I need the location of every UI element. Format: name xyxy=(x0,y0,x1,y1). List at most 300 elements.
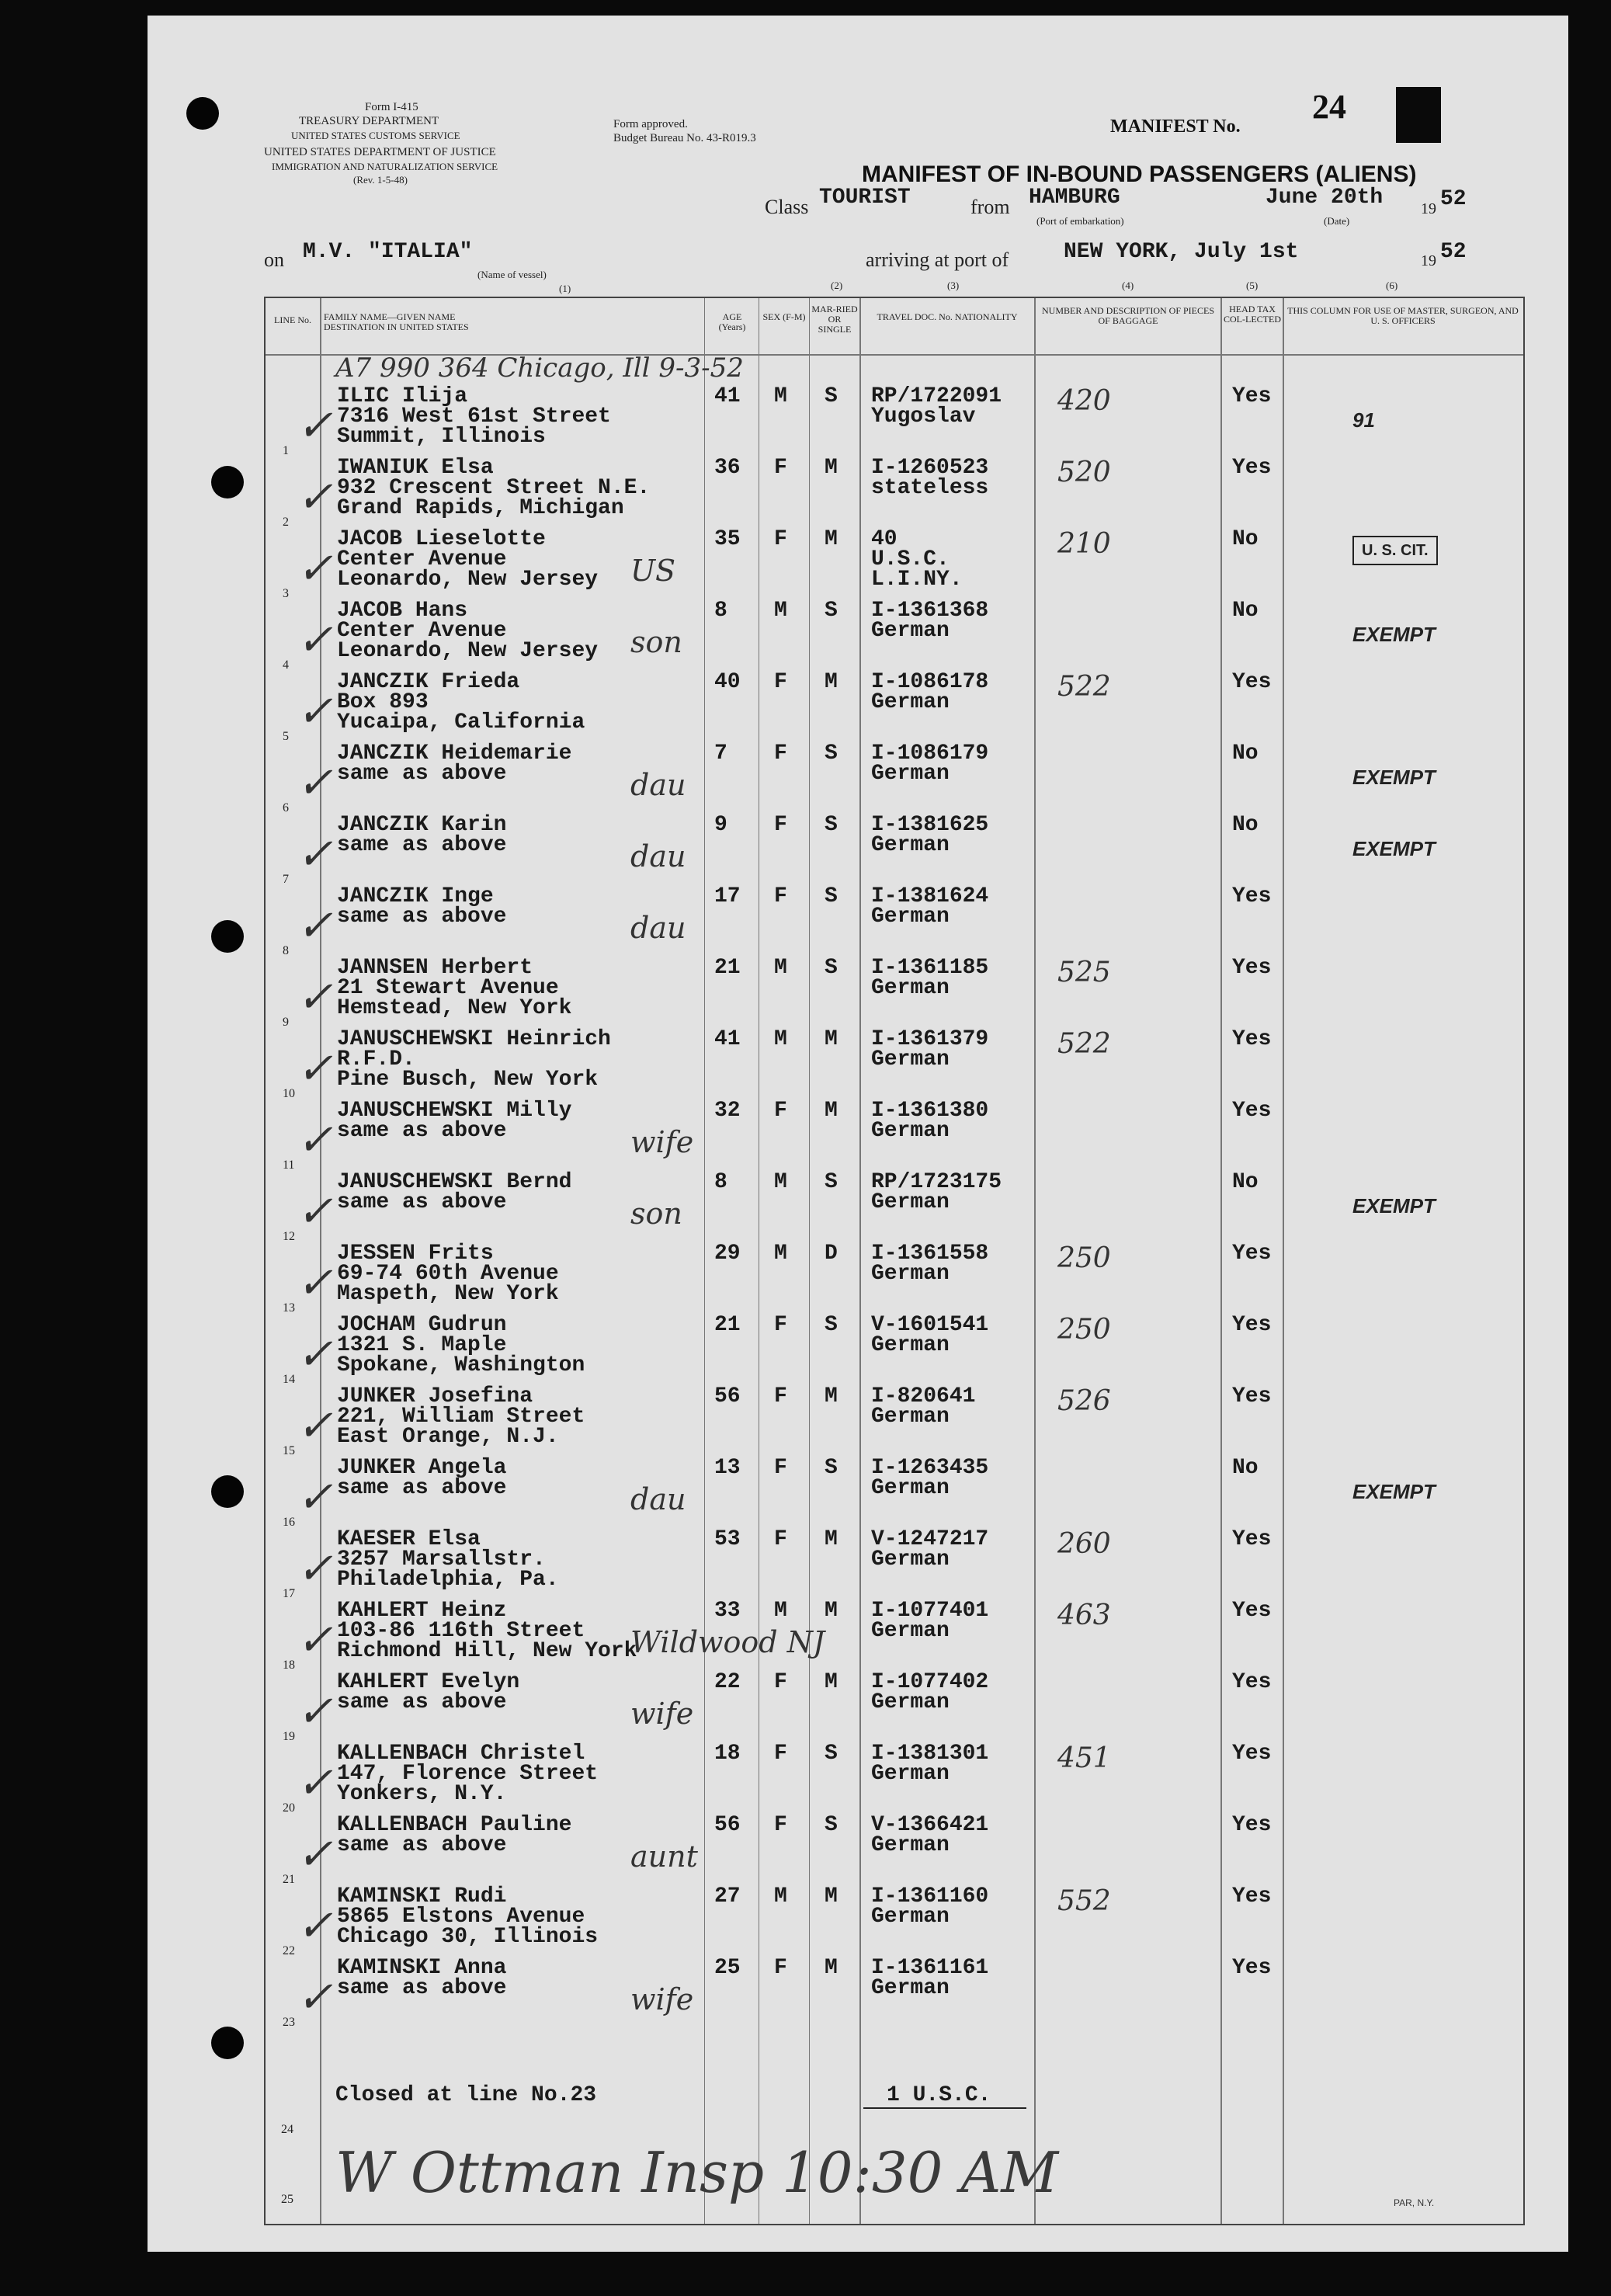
passenger-name: JANCZIK Inge xyxy=(337,884,494,908)
age: 36 xyxy=(714,456,741,480)
baggage-count: 210 xyxy=(1057,528,1111,560)
check-mark-icon: ✓ xyxy=(297,1401,333,1451)
sex: F xyxy=(774,456,787,480)
sex: F xyxy=(774,884,787,908)
port-embark-caption: (Port of embarkation) xyxy=(1036,215,1124,227)
travel-doc: I-1260523 xyxy=(871,456,989,480)
head-tax: Yes xyxy=(1232,1027,1272,1051)
travel-doc: I-1361379 xyxy=(871,1027,989,1051)
closed-at-line: Closed at line No.23 xyxy=(335,2083,597,2107)
check-mark-icon: ✓ xyxy=(297,615,333,665)
line-24: 24 xyxy=(281,2123,293,2136)
address-line-1: 21 Stewart Avenue xyxy=(337,976,559,1000)
baggage-count: 260 xyxy=(1057,1528,1111,1560)
address-line-1: same as above xyxy=(337,1976,507,2000)
address-line-1: same as above xyxy=(337,762,507,786)
marital-status: S xyxy=(825,813,838,837)
class-value: TOURIST xyxy=(819,186,911,210)
punch-hole xyxy=(186,97,219,130)
nationality: German xyxy=(871,1405,950,1429)
address-line-1: same as above xyxy=(337,1833,507,1857)
sex: M xyxy=(774,1170,787,1194)
col-num-5: (5) xyxy=(1246,280,1259,291)
punch-hole xyxy=(211,1475,244,1508)
header-line: LINE No. xyxy=(274,314,311,325)
travel-doc: I-1361558 xyxy=(871,1242,989,1266)
head-tax: Yes xyxy=(1232,884,1272,908)
travel-doc: V-1247217 xyxy=(871,1527,989,1551)
marital-status: S xyxy=(825,599,838,623)
nationality: German xyxy=(871,1333,950,1357)
age: 22 xyxy=(714,1670,741,1694)
nationality: U.S.C. xyxy=(871,547,950,571)
age: 56 xyxy=(714,1384,741,1409)
age: 40 xyxy=(714,670,741,694)
sex: M xyxy=(774,384,787,408)
year-prefix: 19 xyxy=(1421,200,1436,217)
address-line-1: same as above xyxy=(337,1690,507,1714)
travel-doc: I-820641 xyxy=(871,1384,976,1409)
sex: F xyxy=(774,670,787,694)
nationality: German xyxy=(871,1190,950,1214)
passenger-name: JOCHAM Gudrun xyxy=(337,1313,507,1337)
head-tax: Yes xyxy=(1232,1813,1272,1837)
nationality: German xyxy=(871,905,950,929)
passenger-name: JANNSEN Herbert xyxy=(337,956,533,980)
from-label: from xyxy=(970,196,1010,218)
marital-status: M xyxy=(825,1884,838,1909)
head-tax: No xyxy=(1232,1456,1259,1480)
table-row xyxy=(266,814,1611,885)
col-num-3: (3) xyxy=(947,280,960,291)
table-row xyxy=(266,671,1611,742)
relation-note: dau xyxy=(630,911,686,945)
head-tax: Yes xyxy=(1232,1313,1272,1337)
baggage-count: 522 xyxy=(1057,671,1111,703)
check-mark-icon: ✓ xyxy=(297,1901,333,1951)
table-row xyxy=(266,1885,1611,1957)
address-line-2: Spokane, Washington xyxy=(337,1353,585,1377)
passenger-name: JANCZIK Karin xyxy=(337,813,507,837)
sex: F xyxy=(774,1813,787,1837)
sex: F xyxy=(774,1456,787,1480)
header-sex: SEX (F-M) xyxy=(762,311,806,322)
travel-doc: RP/1722091 xyxy=(871,384,1002,408)
table-row xyxy=(266,1671,1611,1742)
address-line-1: Center Avenue xyxy=(337,547,507,571)
address-line-1: same as above xyxy=(337,833,507,857)
header-baggage: NUMBER AND DESCRIPTION OF PIECES OF BAGGAGE xyxy=(1041,305,1215,326)
address-line-2: Hemstead, New York xyxy=(337,996,572,1020)
head-tax: Yes xyxy=(1232,1599,1272,1623)
check-mark-icon: ✓ xyxy=(297,686,333,737)
baggage-count: 250 xyxy=(1057,1242,1111,1274)
check-mark-icon: ✓ xyxy=(297,829,333,880)
line-number: 1 xyxy=(283,444,289,457)
line-number: 20 xyxy=(283,1801,295,1815)
head-tax: Yes xyxy=(1232,1670,1272,1694)
sex: F xyxy=(774,1099,787,1123)
from-value: HAMBURG xyxy=(1029,186,1120,210)
form-approved: Form approved. xyxy=(613,118,688,130)
marital-status: S xyxy=(825,384,838,408)
line-number: 5 xyxy=(283,730,289,743)
header-travel: TRAVEL DOC. No. NATIONALITY xyxy=(877,311,1018,322)
address-line-1: 69-74 60th Avenue xyxy=(337,1262,559,1286)
age: 13 xyxy=(714,1456,741,1480)
line-number: 19 xyxy=(283,1730,295,1743)
head-tax: No xyxy=(1232,1170,1259,1194)
age: 35 xyxy=(714,527,741,551)
relation-note: son xyxy=(630,625,682,659)
check-mark-icon: ✓ xyxy=(297,1544,333,1594)
head-tax: Yes xyxy=(1232,1742,1272,1766)
officer-note: EXEMPT xyxy=(1352,1194,1436,1217)
nationality: German xyxy=(871,1047,950,1072)
line-number: 2 xyxy=(283,516,289,529)
travel-doc: I-1361161 xyxy=(871,1956,989,1980)
address-line-2: Summit, Illinois xyxy=(337,425,546,449)
line-number: 8 xyxy=(283,944,289,957)
age: 33 xyxy=(714,1599,741,1623)
manifest-no-label: MANIFEST No. xyxy=(1110,116,1241,137)
nationality: German xyxy=(871,1833,950,1857)
travel-doc: I-1381301 xyxy=(871,1742,989,1766)
treasury-dept: TREASURY DEPARTMENT xyxy=(299,115,439,127)
sex: M xyxy=(774,599,787,623)
marital-status: S xyxy=(825,1456,838,1480)
baggage-count: 522 xyxy=(1057,1028,1111,1060)
address-line-2: Leonardo, New Jersey xyxy=(337,639,599,663)
nationality: German xyxy=(871,1262,950,1286)
address-line-1: 103-86 116th Street xyxy=(337,1619,585,1643)
marital-status: M xyxy=(825,1670,838,1694)
baggage-count: 463 xyxy=(1057,1600,1111,1631)
head-tax: No xyxy=(1232,599,1259,623)
head-tax: Yes xyxy=(1232,1384,1272,1409)
line-number: 23 xyxy=(283,2016,295,2029)
marital-status: S xyxy=(825,884,838,908)
address-line-1: Center Avenue xyxy=(337,619,507,643)
table-row xyxy=(266,1957,1611,2028)
travel-doc: I-1361368 xyxy=(871,599,989,623)
check-mark-icon: ✓ xyxy=(297,1472,333,1523)
handwritten-annotation: A7 990 364 Chicago, Ill 9-3-52 xyxy=(335,353,744,384)
travel-doc: V-1601541 xyxy=(871,1313,989,1337)
address-line-2: Chicago 30, Illinois xyxy=(337,1925,599,1949)
age: 21 xyxy=(714,956,741,980)
vessel-caption: (Name of vessel) xyxy=(477,269,547,280)
marital-status: M xyxy=(825,1527,838,1551)
check-mark-icon: ✓ xyxy=(297,1615,333,1666)
age: 53 xyxy=(714,1527,741,1551)
travel-doc: I-1361160 xyxy=(871,1884,989,1909)
header-married: MAR-RIED OR SINGLE xyxy=(811,304,858,335)
passenger-name: IWANIUK Elsa xyxy=(337,456,494,480)
ins-service: IMMIGRATION AND NATURALIZATION SERVICE xyxy=(272,161,498,172)
address-line-1: 1321 S. Maple xyxy=(337,1333,507,1357)
travel-doc: I-1381625 xyxy=(871,813,989,837)
table-row xyxy=(266,1457,1611,1528)
officer-note: EXEMPT xyxy=(1352,1480,1436,1503)
relation-note: son xyxy=(630,1197,682,1231)
check-mark-icon: ✓ xyxy=(297,1329,333,1380)
header-name: FAMILY NAME—GIVEN NAME DESTINATION IN UNITED STATES xyxy=(324,311,469,332)
table-row xyxy=(266,1171,1611,1242)
age: 56 xyxy=(714,1813,741,1837)
relation-note: wife xyxy=(630,1982,694,2016)
passenger-name: KAMINSKI Anna xyxy=(337,1956,507,1980)
check-mark-icon: ✓ xyxy=(297,1044,333,1094)
age: 9 xyxy=(714,813,727,837)
nationality: Yugoslav xyxy=(871,405,976,429)
travel-doc: V-1366421 xyxy=(871,1813,989,1837)
travel-doc: I-1086178 xyxy=(871,670,989,694)
travel-doc: I-1361185 xyxy=(871,956,989,980)
baggage-count: 420 xyxy=(1057,385,1111,417)
line-number: 11 xyxy=(283,1158,295,1172)
age: 27 xyxy=(714,1884,741,1909)
justice-dept: UNITED STATES DEPARTMENT OF JUSTICE xyxy=(264,146,496,158)
sex: F xyxy=(774,527,787,551)
sex: F xyxy=(774,742,787,766)
baggage-count: 451 xyxy=(1057,1742,1111,1774)
table-row xyxy=(266,1742,1611,1814)
officer-note: EXEMPT xyxy=(1352,623,1436,646)
arrival-year-prefix: 19 xyxy=(1421,252,1436,269)
relation-note: US xyxy=(630,554,676,588)
passenger-name: ILIC Ilija xyxy=(337,384,468,408)
passenger-name: KALLENBACH Christel xyxy=(337,1742,585,1766)
age: 8 xyxy=(714,599,727,623)
marital-status: S xyxy=(825,742,838,766)
address-line-1: Box 893 xyxy=(337,690,429,714)
head-tax: Yes xyxy=(1232,456,1272,480)
age: 25 xyxy=(714,1956,741,1980)
nationality: German xyxy=(871,1905,950,1929)
passenger-name: JANCZIK Heidemarie xyxy=(337,742,572,766)
marital-status: M xyxy=(825,1956,838,1980)
line-number: 21 xyxy=(283,1873,295,1886)
line-25: 25 xyxy=(281,2193,293,2206)
line-number: 9 xyxy=(283,1016,289,1029)
address-line-2: Yucaipa, California xyxy=(337,710,585,735)
sex: M xyxy=(774,1884,787,1909)
table-row xyxy=(266,385,1611,457)
table-row xyxy=(266,885,1611,957)
nationality: German xyxy=(871,1619,950,1643)
age: 41 xyxy=(714,384,741,408)
age: 29 xyxy=(714,1242,741,1266)
line-number: 4 xyxy=(283,658,289,672)
address-line-2: Grand Rapids, Michigan xyxy=(337,496,624,520)
travel-doc: I-1077402 xyxy=(871,1670,989,1694)
nationality: German xyxy=(871,1976,950,2000)
address-line-1: 221, William Street xyxy=(337,1405,585,1429)
sex: M xyxy=(774,956,787,980)
address-line-1: same as above xyxy=(337,1119,507,1143)
arrival-port: NEW YORK, July 1st xyxy=(1064,240,1299,264)
check-mark-icon: ✓ xyxy=(297,401,333,451)
revision: (Rev. 1-5-48) xyxy=(353,174,408,186)
check-mark-icon: ✓ xyxy=(297,472,333,523)
sex: F xyxy=(774,1527,787,1551)
relation-note: dau xyxy=(630,1482,686,1516)
travel-doc: I-1263435 xyxy=(871,1456,989,1480)
sex: M xyxy=(774,1242,787,1266)
punch-hole xyxy=(211,920,244,953)
manifest-table xyxy=(264,297,1525,2225)
officer-note: U. S. CIT. xyxy=(1352,536,1438,565)
table-row xyxy=(266,528,1611,599)
usc-total: 1 U.S.C. xyxy=(887,2083,991,2107)
date-value: June 20th xyxy=(1266,186,1384,210)
line-number: 10 xyxy=(283,1087,295,1100)
nationality: German xyxy=(871,762,950,786)
passenger-name: KAESER Elsa xyxy=(337,1527,481,1551)
passenger-name: JANUSCHEWSKI Heinrich xyxy=(337,1027,611,1051)
sex: F xyxy=(774,1384,787,1409)
head-tax: Yes xyxy=(1232,1527,1272,1551)
address-line-1: same as above xyxy=(337,905,507,929)
sex: F xyxy=(774,1742,787,1766)
class-label: Class xyxy=(765,196,809,218)
head-tax: Yes xyxy=(1232,956,1272,980)
arriving-label: arriving at port of xyxy=(866,248,1009,271)
passenger-name: JUNKER Josefina xyxy=(337,1384,533,1409)
sex: F xyxy=(774,1670,787,1694)
marital-status: S xyxy=(825,956,838,980)
travel-doc: I-1077401 xyxy=(871,1599,989,1623)
address-line-2: Richmond Hill, New York xyxy=(337,1639,637,1663)
line-number: 17 xyxy=(283,1587,295,1600)
sex: F xyxy=(774,1956,787,1980)
address-line-1: 147, Florence Street xyxy=(337,1762,599,1786)
table-row xyxy=(266,742,1611,814)
officer-note: EXEMPT xyxy=(1352,766,1436,789)
line-number: 13 xyxy=(283,1301,295,1315)
year-suffix: 52 xyxy=(1440,187,1467,211)
table-row xyxy=(266,1814,1611,1885)
sex: F xyxy=(774,813,787,837)
passenger-name: JUNKER Angela xyxy=(337,1456,507,1480)
marital-status: M xyxy=(825,1384,838,1409)
relation-note: dau xyxy=(630,768,686,802)
header-age: AGE (Years) xyxy=(718,311,746,332)
relation-note: wife xyxy=(630,1697,694,1731)
travel-doc: RP/1723175 xyxy=(871,1170,1002,1194)
passenger-name: JANUSCHEWSKI Bernd xyxy=(337,1170,572,1194)
passenger-name: KAHLERT Heinz xyxy=(337,1599,507,1623)
check-mark-icon: ✓ xyxy=(297,544,333,594)
relation-note: dau xyxy=(630,839,686,874)
nationality: German xyxy=(871,1119,950,1143)
marital-status: M xyxy=(825,1027,838,1051)
passenger-name: KAHLERT Evelyn xyxy=(337,1670,520,1694)
address-line-2: Philadelphia, Pa. xyxy=(337,1568,559,1592)
marital-status: S xyxy=(825,1170,838,1194)
header-tax: HEAD TAX COL-LECTED xyxy=(1224,304,1281,325)
head-tax: No xyxy=(1232,813,1259,837)
sex: M xyxy=(774,1599,787,1623)
check-mark-icon: ✓ xyxy=(297,1258,333,1308)
check-mark-icon: ✓ xyxy=(297,1972,333,2023)
table-row xyxy=(266,1028,1611,1099)
address-line-2: Yonkers, N.Y. xyxy=(337,1782,507,1806)
marital-status: M xyxy=(825,456,838,480)
line-number: 3 xyxy=(283,587,289,600)
table-row xyxy=(266,1385,1611,1457)
manifest-number: 24 xyxy=(1312,88,1346,126)
head-tax: Yes xyxy=(1232,1956,1272,1980)
table-row xyxy=(266,1242,1611,1314)
table-row xyxy=(266,1528,1611,1600)
table-row xyxy=(266,599,1611,671)
check-mark-icon: ✓ xyxy=(297,1686,333,1737)
nationality: German xyxy=(871,1762,950,1786)
date-caption: (Date) xyxy=(1324,215,1350,227)
line-number: 6 xyxy=(283,801,289,815)
sex: F xyxy=(774,1313,787,1337)
passenger-name: KAMINSKI Rudi xyxy=(337,1884,507,1909)
line-number: 7 xyxy=(283,873,289,886)
address-line-1: R.F.D. xyxy=(337,1047,415,1072)
head-tax: Yes xyxy=(1232,1242,1272,1266)
manifest-title: MANIFEST OF IN-BOUND PASSENGERS (ALIENS) xyxy=(862,162,1417,187)
address-line-1: 3257 Marsallstr. xyxy=(337,1547,546,1572)
sex: M xyxy=(774,1027,787,1051)
passenger-name: JESSEN Frits xyxy=(337,1242,494,1266)
table-row xyxy=(266,1314,1611,1385)
address-line-1: 7316 West 61st Street xyxy=(337,405,611,429)
head-tax: Yes xyxy=(1232,1099,1272,1123)
nationality: German xyxy=(871,1476,950,1500)
marital-status: D xyxy=(825,1242,838,1266)
passenger-name: JANUSCHEWSKI Milly xyxy=(337,1099,572,1123)
address-line-1: same as above xyxy=(337,1476,507,1500)
age: 32 xyxy=(714,1099,741,1123)
marital-status: M xyxy=(825,1099,838,1123)
address-line-2: Pine Busch, New York xyxy=(337,1068,599,1092)
travel-doc: I-1086179 xyxy=(871,742,989,766)
age: 17 xyxy=(714,884,741,908)
passenger-name: KALLENBACH Pauline xyxy=(337,1813,572,1837)
age: 21 xyxy=(714,1313,741,1337)
line-number: 16 xyxy=(283,1516,295,1529)
line-number: 18 xyxy=(283,1659,295,1672)
marital-status: M xyxy=(825,670,838,694)
address-line-2: Maspeth, New York xyxy=(337,1282,559,1306)
head-tax: Yes xyxy=(1232,670,1272,694)
address-line-2: Leonardo, New Jersey xyxy=(337,568,599,592)
age: 8 xyxy=(714,1170,727,1194)
punch-hole xyxy=(211,466,244,498)
check-mark-icon: ✓ xyxy=(297,1829,333,1880)
col-num-1: (1) xyxy=(559,283,571,294)
line-number: 15 xyxy=(283,1444,295,1457)
age: 18 xyxy=(714,1742,741,1766)
check-mark-icon: ✓ xyxy=(297,1115,333,1165)
line-number: 14 xyxy=(283,1373,295,1386)
marital-status: S xyxy=(825,1313,838,1337)
col-num-6: (6) xyxy=(1386,280,1398,291)
head-tax: Yes xyxy=(1232,1884,1272,1909)
baggage-count: 525 xyxy=(1057,957,1111,988)
vessel-name: M.V. "ITALIA" xyxy=(303,240,473,264)
table-row xyxy=(266,1600,1611,1671)
on-label: on xyxy=(264,248,284,271)
col-num-2: (2) xyxy=(831,280,843,291)
